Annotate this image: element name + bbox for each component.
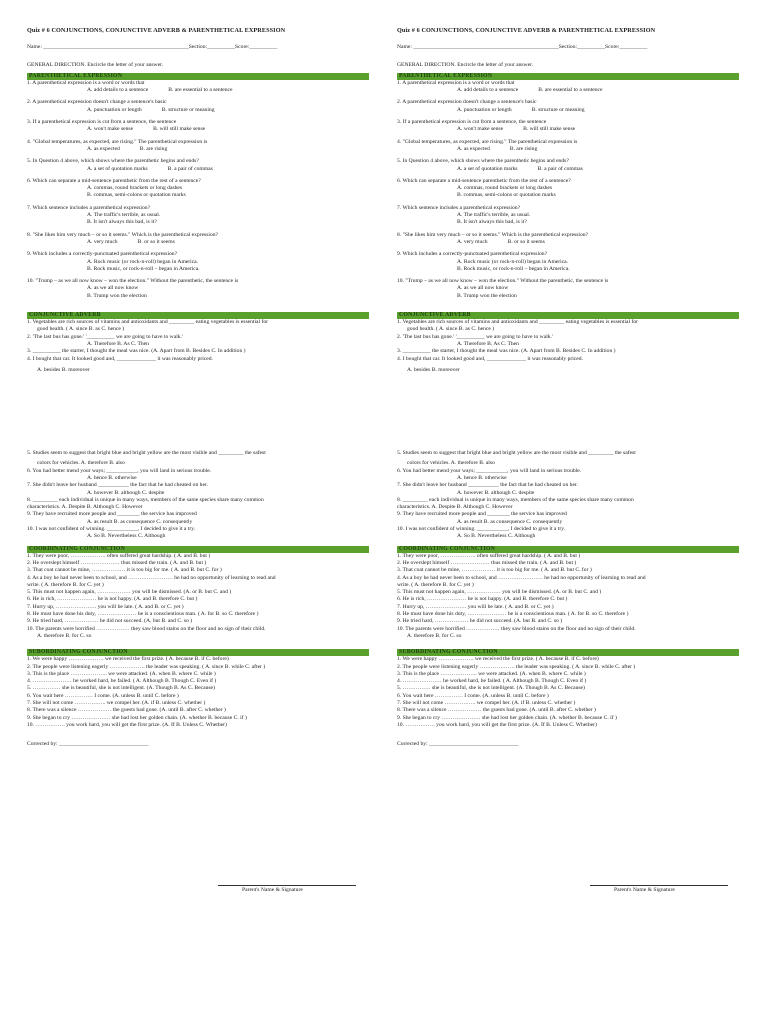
option-b: B. structure or meaning	[531, 106, 585, 113]
question: 2. The people were listening eagerly ………………. the leader was speaking. ( A. since B. while C. after )	[397, 663, 636, 670]
question: 5. In Question 4 above, which shows where the parenthetic begins and ends?	[27, 158, 199, 165]
signature-line-right	[590, 885, 728, 886]
answer-choices	[397, 166, 739, 173]
question: 2. A parenthetical expression doesn't change a sentence's basic	[397, 99, 537, 106]
answer-choice-a: A. Rock music (or rock-n-roll) began in America.	[87, 258, 199, 265]
answer-choices	[397, 146, 739, 153]
question: 7. She didn't leave her husband ___________ the fact that he had cheated on her.	[27, 482, 208, 489]
question: 9. He tried hard, ……………… he did not succeed. (A. but B. and C. so )	[27, 618, 193, 625]
question: 9. They have recruited more people and ________ the service has improved	[27, 511, 197, 518]
question: 7. Hurry up, …………………. you will be late. ( A. and B. or C. yet )	[397, 603, 554, 610]
question: 8. There was a silence ……………… the guests had gone. (A. until B. after C. whether )	[397, 707, 596, 714]
question: 3. That coat cannot be mine, ……………… it is too big for me. ( A. and B. but C. for )	[397, 567, 592, 574]
section-heading-parenthetical: PARENTHETICAL EXPRESSION	[397, 73, 739, 80]
question: 1. They were poor, ………………. often suffered great hardship. ( A. and B. but )	[397, 552, 581, 559]
question: 7. She didn't leave her husband ___________ the fact that he had cheated on her.	[397, 482, 578, 489]
answer-choice-b: B. Rock music, or rock-n-roll – began in America.	[87, 265, 200, 272]
answer-choices	[27, 166, 369, 173]
answer-choice-b: B. Rock music, or rock-n-roll – began in America.	[457, 265, 570, 272]
answer-choices	[397, 107, 739, 114]
question: 3. This is the place ……………….. we were attacked. (A. when B. where C. while )	[27, 670, 216, 677]
question: 2. He overslept himself ………………… thus missed the train. ( A. and B. but )	[27, 559, 207, 566]
question: 4. I bought that car. It looked good and, ______________ it was reasonably priced.	[397, 355, 583, 362]
option-b: B. are essential to a sentence	[538, 87, 603, 94]
question: 8. He must have done his duty, ………………… he is a conscientious man. ( A. for B. so C. therefore )	[27, 611, 259, 618]
section-heading-coordinating: COORDINATING CONJUNCTION	[397, 546, 739, 553]
question: 2. 'The last bus has gone.' '__________ we are going to have to walk.'	[397, 333, 553, 340]
question: 4. "Global temperatures, as expected, are rising." The parenthetical expression is	[397, 138, 578, 145]
question: 5. This must not happen again, ……………… you will be dismissed. (A. or B. but C. and )	[27, 589, 232, 596]
question: 10. The parents were horrified ……………… they saw blood stains on the floor and no sign of their child.	[397, 625, 636, 632]
question: 10. The parents were horrified ……………… they saw blood stains on the floor and no sign of their child.	[27, 625, 266, 632]
option-b: B. or so it seems	[137, 238, 175, 245]
answer-choice-a: A. commas, round brackets or long dashes	[457, 185, 553, 192]
option-b: B. will still make sense	[523, 126, 576, 133]
option-a: A. a set of quotation marks	[457, 165, 518, 172]
parenthetical-questions	[397, 80, 739, 300]
answer-choices: characteristics. A. Despite B. Although C. However	[397, 504, 513, 511]
option-a: A. punctuation or length	[87, 106, 142, 113]
option-b: B. a pair of commas	[167, 165, 213, 172]
question: 8. _________ each individual is unique in many ways, members of the same species share many common	[27, 496, 264, 503]
question: 9. Which includes a correctly-punctuated parenthetical expression?	[27, 251, 178, 258]
question: 5. This must not happen again, ……………… you will be dismissed. (A. or B. but C. and )	[397, 589, 602, 596]
question: 3. __________ the starter, I thought the meal was nice. (A. Apart from B. Besides C. In addition )	[397, 348, 616, 355]
question: 10. "Trump – as we all now know – won the election." Without the parenthetic, the sentence is	[27, 278, 239, 285]
question: 6. Which can separate a mid-sentence parenthetic from the rest of a sentence?	[27, 177, 201, 184]
answer-choices: A. Therefore B. As C. Then	[87, 340, 149, 347]
question: 1. A parenthetical expression is a word or words that	[397, 79, 515, 86]
answer-choices	[27, 126, 369, 133]
question: 1. They were poor, ………………. often suffered great hardship. ( A. and B. but )	[27, 552, 211, 559]
section-heading-subordinating: SUBORDINATING CONJUNCTION	[397, 649, 739, 656]
blank-space	[27, 374, 369, 450]
question: 4. ………………… he worked hard, he failed. ( A. Although B. Though C. Even if )	[397, 678, 587, 685]
question: 5. Studies seem to suggest that bright blue and bright yellow are the most visible and _________ the safest	[27, 450, 266, 457]
question: 6. You had better mend your ways; ___________, you will land in serious trouble.	[27, 467, 212, 474]
question: 2. A parenthetical expression doesn't change a sentence's basic	[27, 99, 167, 106]
answer-choices: good health. ( A. since B. as C. hence )	[407, 326, 495, 333]
parent-signature-label-right: Parent's Name & Signature	[614, 887, 675, 893]
question: 8. "She likes him very much – or so it seems." Which is the parenthetical expression?	[397, 231, 589, 238]
option-a: A. very much	[457, 238, 488, 245]
question: 5. …………… she is beautiful, she is not intelligent. (A. Though B. As C. Because)	[27, 685, 215, 692]
answer-choices	[27, 146, 369, 153]
question: 9. She began to cry ………………… she had lost her golden chain. (A. whether B. because C. if )	[27, 714, 247, 721]
option-b: B. are rising	[139, 145, 168, 152]
answer-choice-a: A. commas, round brackets or long dashes	[87, 185, 183, 192]
question: 4. As a boy he had never been to school, and …………………… he had no opportunity of learning to read and	[397, 574, 646, 581]
question: 10. "Trump – as we all now know – won the election." Without the parenthetic, the sentence is	[397, 278, 609, 285]
question: 7. Hurry up, …………………. you will be late. ( A. and B. or C. yet )	[27, 603, 184, 610]
answer-choice-b: B. Trump won the election	[457, 292, 517, 299]
parenthetical-questions	[27, 80, 369, 300]
answer-choice-b: B. Trump won the election	[87, 292, 147, 299]
question: 6. He is rich, ………………… he is not happy. (A. and B. therefore C. but )	[27, 596, 198, 603]
question: 10. I was not confident of winning. ___________, I decided to give it a try.	[397, 526, 566, 533]
question: 2. He overslept himself ………………… thus missed the train. ( A. and B. but )	[397, 559, 577, 566]
question: 9. Which includes a correctly-punctuated parenthetical expression?	[397, 251, 548, 258]
answer-choice-a: A. Rock music (or rock-n-roll) began in America.	[457, 258, 569, 265]
question: 7. Which sentence includes a parenthetical expression?	[397, 204, 521, 211]
answer-choices: A. hence B. otherwise	[87, 474, 137, 481]
question: 4. I bought that car. It looked good and, ______________ it was reasonably priced.	[27, 355, 213, 362]
option-a: A. add details to a sentence	[457, 87, 519, 94]
general-direction: GENERAL DIRECTION. Encircle the letter of your answer.	[27, 61, 164, 68]
question: 1. Vegetables are rich sources of vitamins and antioxidants and _________ eating vegetables is essential for	[27, 319, 268, 326]
question: 6. You wait here …………… I come. (A. unless B. until C. before )	[397, 692, 549, 699]
option-a: A. very much	[87, 238, 118, 245]
option-a: A. as expected	[87, 145, 120, 152]
question: 6. You had better mend your ways; ___________, you will land in serious trouble.	[397, 467, 582, 474]
answer-choice-b: B. commas, semi-colons or quotation marks	[87, 192, 186, 199]
answer-choices: A. as result B. as consequence C. consequently	[87, 518, 193, 525]
question: 3. That coat cannot be mine, ……………… it is too big for me. ( A. and B. but C. for )	[27, 567, 222, 574]
question: 3. __________ the starter, I thought the meal was nice. (A. Apart from B. Besides C. In addition )	[27, 348, 246, 355]
answer-choices	[397, 126, 739, 133]
question: 8. _________ each individual is unique in many ways, members of the same species share many common	[397, 496, 634, 503]
answer-choices: characteristics. A. Despite B. Although C. However	[27, 504, 143, 511]
section-heading-parenthetical: PARENTHETICAL EXPRESSION	[27, 73, 369, 80]
answer-choices: good health. ( A. since B. as C. hence )	[37, 326, 125, 333]
question: 9. She began to cry ………………… she had lost her golden chain. (A. whether B. because C. if )	[397, 714, 617, 721]
option-a: A. a set of quotation marks	[87, 165, 148, 172]
question: 7. She will not come …………….. we compel her. (A. if B. unless C. whether )	[27, 700, 206, 706]
section-heading-subordinating: SUBORDINATING CONJUNCTION	[27, 649, 369, 656]
general-direction: GENERAL DIRECTION. Encircle the letter of your answer.	[397, 61, 534, 68]
question: 4. "Global temperatures, as expected, are rising." The parenthetical expression is	[27, 138, 208, 145]
answer-choices: A. besides B. moreover	[37, 366, 90, 373]
corrected-by-line: Corrected by: ________________________________	[27, 741, 149, 748]
question: 4. ………………… he worked hard, he failed. ( A. Although B. Though C. Even if )	[27, 678, 217, 685]
answer-choices: A. however B. although C. despite	[87, 489, 165, 496]
question: 8. There was a silence ……………… the guests had gone. (A. until B. after C. whether )	[27, 707, 226, 714]
question: 10. I was not confident of winning. ___________, I decided to give it a try.	[27, 526, 196, 533]
question: 1. We were happy ………………. we received the first prize. ( A. because B. if C. before)	[27, 656, 229, 663]
question: 6. He is rich, ………………… he is not happy. (A. and B. therefore C. but )	[397, 596, 568, 603]
question: 3. If a parenthetical expression is cut from a sentence, the sentence	[27, 119, 177, 126]
option-a: A. as expected	[457, 145, 490, 152]
answer-choice-b: B. commas, semi-colons or quotation marks	[457, 192, 556, 199]
answer-choice-b: B. It isn't always this bad, is it?	[457, 219, 527, 226]
question-continuation: write. ( A. therefore B. for C. yet )	[397, 581, 474, 588]
option-b: B. structure or meaning	[161, 106, 215, 113]
question: 9. He tried hard, ……………… he did not succeed. (A. but B. and C. so )	[397, 618, 563, 625]
option-a: A. won't make sense	[457, 126, 504, 133]
question: 1. A parenthetical expression is a word or words that	[27, 79, 145, 86]
section-heading-conjunctive-adverb: CONJUNCTIVE ADVERB	[397, 312, 739, 319]
question: 9. They have recruited more people and ________ the service has improved	[397, 511, 567, 518]
answer-choices: A. besides B. moreover	[407, 366, 460, 373]
answer-choices: colors for vehicles. A. therefore B. also	[407, 460, 495, 467]
question: 2. The people were listening eagerly ………………. the leader was speaking. ( A. since B. while C. after )	[27, 663, 266, 670]
option-b: B. are rising	[509, 145, 538, 152]
question: 3. If a parenthetical expression is cut from a sentence, the sentence	[397, 119, 547, 126]
answer-choices	[27, 87, 369, 94]
question: 4. As a boy he had never been to school, and …………………… he had no opportunity of learning to read and	[27, 574, 276, 581]
quiz-title: Quiz # 6 CONJUNCTIONS, CONJUNCTIVE ADVERB & PARENTHETICAL EXPRESSION	[397, 27, 656, 34]
name-line: Name: ____________________________________________________Section:__________Score:__________	[27, 44, 278, 51]
question: 1. We were happy ………………. we received the first prize. ( A. because B. if C. before)	[397, 656, 599, 663]
quiz-copy-right	[397, 27, 739, 748]
question: 1. Vegetables are rich sources of vitamins and antioxidants and _________ eating vegetables is essential for	[397, 319, 638, 326]
question: 10. ……………. you work hard, you will get the first prize. (A. If B. Unless C. Whether)	[27, 721, 227, 728]
answer-choices	[27, 239, 369, 246]
question: 7. She will not come …………….. we compel her. (A. if B. unless C. whether )	[397, 700, 576, 706]
blank-space	[397, 374, 739, 450]
option-b: B. are essential to a sentence	[168, 87, 233, 94]
question: 8. "She likes him very much – or so it seems." Which is the parenthetical expression?	[27, 231, 219, 238]
answer-choice-a: A. as we all now know	[457, 285, 509, 292]
quiz-title: Quiz # 6 CONJUNCTIONS, CONJUNCTIVE ADVERB & PARENTHETICAL EXPRESSION	[27, 27, 286, 34]
question: 5. In Question 4 above, which shows where the parenthetic begins and ends?	[397, 158, 569, 165]
answer-choice-a: A. The traffic's terrible, as usual.	[457, 212, 531, 219]
option-b: B. will still make sense	[153, 126, 206, 133]
answer-choices: A. hence B. otherwise	[457, 474, 507, 481]
section-heading-conjunctive-adverb: CONJUNCTIVE ADVERB	[27, 312, 369, 319]
answer-choices	[397, 239, 739, 246]
question: 6. Which can separate a mid-sentence parenthetic from the rest of a sentence?	[397, 177, 571, 184]
option-a: A. add details to a sentence	[87, 87, 149, 94]
answer-choices: A. therefore B. for C. so	[407, 632, 462, 639]
option-b: B. or so it seems	[507, 238, 545, 245]
signature-line-left	[218, 885, 356, 886]
answer-choices: A. Therefore B. As C. Then	[457, 340, 519, 347]
option-a: A. won't make sense	[87, 126, 134, 133]
answer-choices: A. So B. Nevertheless C. Although	[457, 533, 536, 540]
answer-choices: A. however B. although C. despite	[457, 489, 535, 496]
answer-choice-b: B. It isn't always this bad, is it?	[87, 219, 157, 226]
parent-signature-label-left: Parent's Name & Signature	[242, 887, 303, 893]
option-b: B. a pair of commas	[537, 165, 583, 172]
name-line: Name: ____________________________________________________Section:__________Score:__________	[397, 44, 648, 51]
question: 7. Which sentence includes a parenthetical expression?	[27, 204, 151, 211]
question: 10. ……………. you work hard, you will get the first prize. (A. If B. Unless C. Whether)	[397, 721, 597, 728]
answer-choices	[397, 87, 739, 94]
question: 8. He must have done his duty, ………………… he is a conscientious man. ( A. for B. so C. therefore )	[397, 611, 629, 618]
question: 5. …………… she is beautiful, she is not intelligent. (A. Though B. As C. Because)	[397, 685, 585, 692]
question: 2. 'The last bus has gone.' '__________ we are going to have to walk.'	[27, 333, 183, 340]
section-heading-coordinating: COORDINATING CONJUNCTION	[27, 546, 369, 553]
corrected-by-line: Corrected by: ________________________________	[397, 741, 519, 748]
answer-choice-a: A. as we all now know	[87, 285, 139, 292]
question: 5. Studies seem to suggest that bright blue and bright yellow are the most visible and _________ the safest	[397, 450, 636, 457]
question: 3. This is the place ……………….. we were attacked. (A. when B. where C. while )	[397, 670, 586, 677]
quiz-copy-left	[27, 27, 369, 748]
question: 6. You wait here …………… I come. (A. unless B. until C. before )	[27, 692, 179, 699]
answer-choices: A. therefore B. for C. so	[37, 632, 92, 639]
question-continuation: write. ( A. therefore B. for C. yet )	[27, 581, 104, 588]
answer-choices: colors for vehicles. A. therefore B. also	[37, 460, 125, 467]
answer-choices: A. as result B. as consequence C. consequently	[457, 518, 563, 525]
answer-choices	[27, 107, 369, 114]
answer-choices: A. So B. Nevertheless C. Although	[87, 533, 166, 540]
answer-choice-a: A. The traffic's terrible, as usual.	[87, 212, 161, 219]
option-a: A. punctuation or length	[457, 106, 512, 113]
